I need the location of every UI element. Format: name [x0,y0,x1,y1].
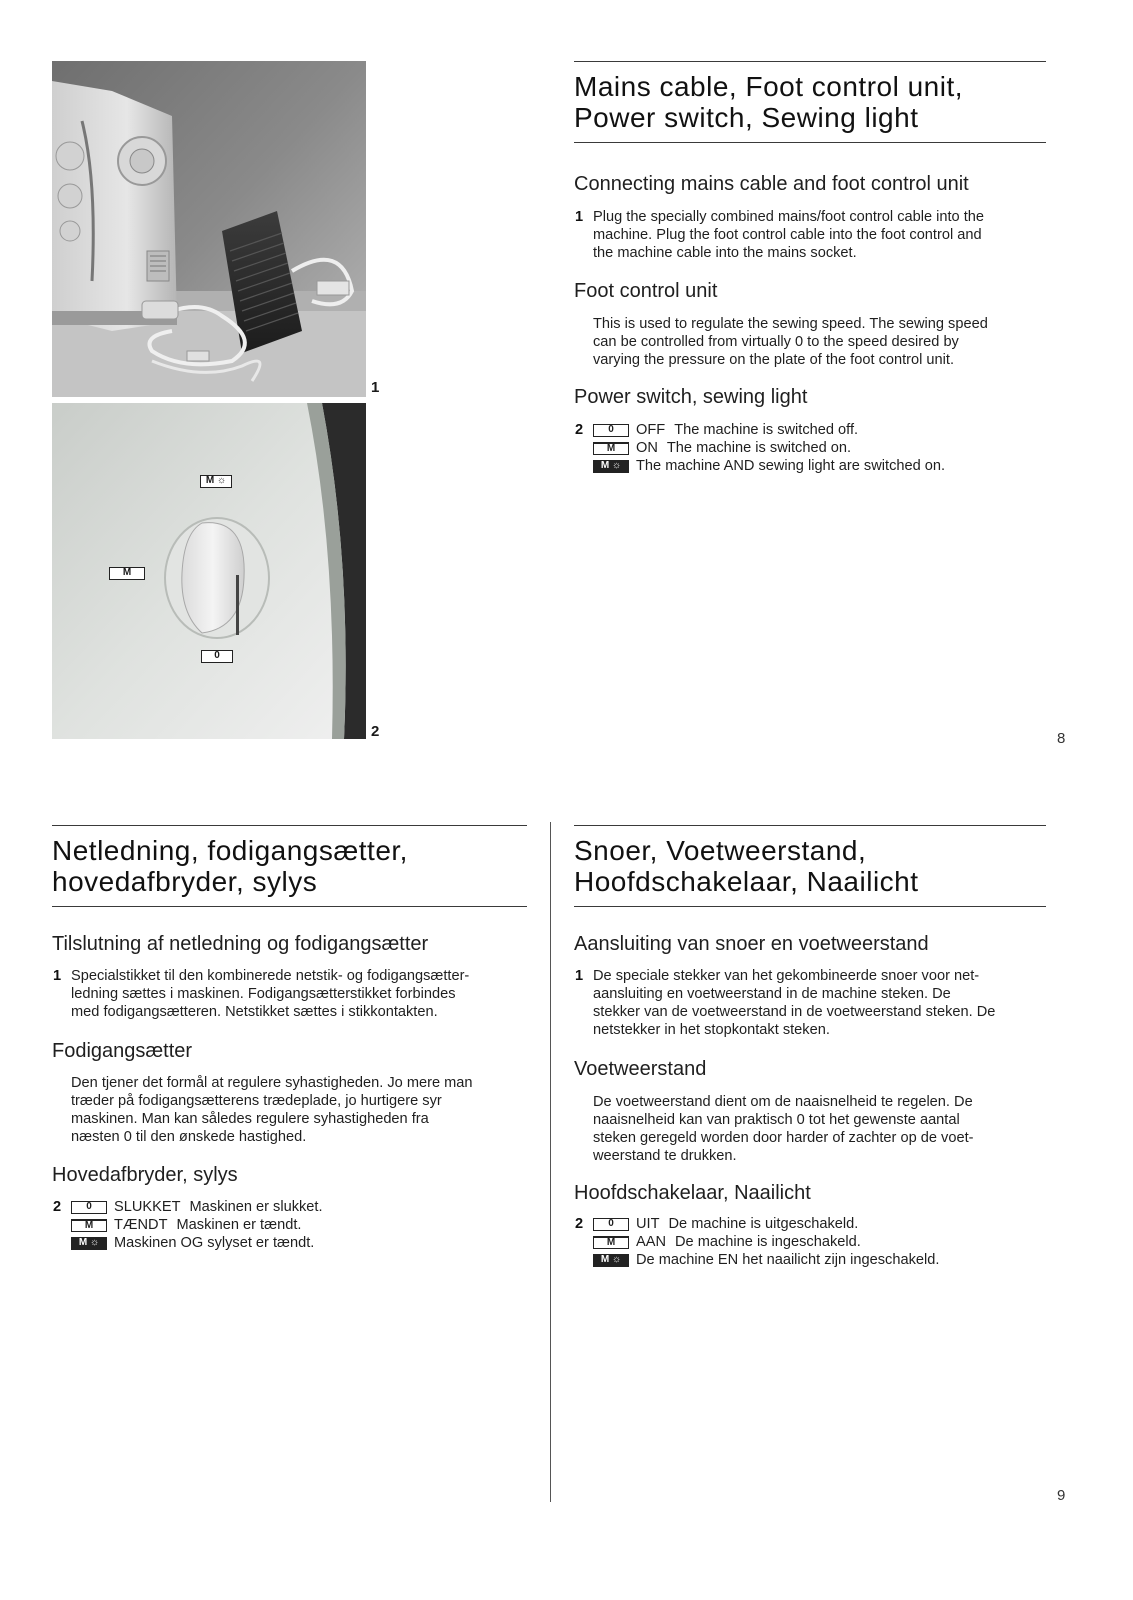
figure-1-label: 1 [371,379,380,396]
photo-symbol-zero: 0 [201,650,233,663]
danish-sec3-num: 2 [53,1199,62,1215]
danish-sec1-line3: med fodigangsætteren. Netstikket sættes i stikkontakten. [71,1004,438,1020]
danish-sec1-heading: Tilslutning af netledning og fodigangsætter [52,933,429,955]
dutch-switch-row-on [593,1233,861,1251]
switch-label-off: UIT [636,1216,660,1232]
rule-english-bottom [574,142,1046,143]
switch-label-on: ON [636,440,658,456]
english-switch-row-off [593,421,858,439]
figure-2-label: 2 [371,723,380,740]
switch-symbol-zero: 0 [593,424,629,437]
switch-text-light: Maskinen OG sylyset er tændt. [114,1235,315,1251]
dutch-sec1-line2: aansluiting en voetweerstand in de machine steken. De [593,986,951,1002]
switch-text-off: The machine is switched off. [674,422,859,438]
danish-sec1-line1: Specialstikket til den kombinerede netstik- og fodigangsætter- [71,968,470,984]
danish-sec2-line3: maskinen. Man kan således regulere syhastigheden fra [71,1111,429,1127]
danish-title-line2: hovedafbryder, sylys [52,866,318,897]
switch-symbol-zero: 0 [71,1201,107,1214]
page-number-top: 8 [1057,730,1066,747]
switch-text-off: De machine is uitgeschakeld. [668,1216,859,1232]
dutch-title-line1: Snoer, Voetweerstand, [574,835,867,866]
english-switch-row-on [593,439,851,457]
english-sec1-num: 1 [575,209,584,225]
english-sec2-heading: Foot control unit [574,280,718,302]
switch-label-off: SLUKKET [114,1199,181,1215]
english-sec2-line1: This is used to regulate the sewing speed. The sewing speed [593,316,988,332]
dutch-switch-row-light [593,1251,939,1269]
danish-sec2-line4: næsten 0 til den ønskede hastighed. [71,1129,307,1145]
switch-symbol-m: M [71,1219,107,1232]
rule-dutch-bottom [574,906,1046,907]
english-title-line2: Power switch, Sewing light [574,102,919,133]
switch-symbol-m: M [593,1236,629,1249]
switch-symbol-m-light: M ☼ [593,460,629,473]
dutch-sec2-heading: Voetweerstand [574,1058,707,1080]
dutch-sec1-num: 1 [575,968,584,984]
danish-switch-row-light [71,1234,314,1252]
switch-text-on: De machine is ingeschakeld. [675,1234,861,1250]
photo-sewing-machine-foot-control [52,61,366,397]
switch-text-off: Maskinen er slukket. [189,1199,323,1215]
switch-label-off: OFF [636,422,666,438]
danish-sec3-heading: Hovedafbryder, sylys [52,1164,238,1186]
danish-sec2-heading: Fodigangsætter [52,1040,193,1062]
english-sec3-num: 2 [575,422,584,438]
dutch-sec2-line2: naaisnelheid kan van praktisch 0 tot het gewenste aantal [593,1112,960,1128]
dutch-sec1-line1: De speciale stekker van het gekombineerde snoer voor net- [593,968,980,984]
english-sec1-line1: Plug the specially combined mains/foot control cable into the [593,209,985,225]
rule-danish-top [52,825,527,826]
english-sec2-line3: varying the pressure on the plate of the foot control unit. [593,352,955,368]
photo-symbol-m-light: M ☼ [200,475,232,488]
dutch-sec3-num: 2 [575,1216,584,1232]
switch-text-on: The machine is switched on. [666,440,852,456]
dutch-sec2-line1: De voetweerstand dient om de naaisnelheid te regelen. De [593,1094,973,1110]
switch-symbol-m: M [593,442,629,455]
dutch-title-line2: Hoofdschakelaar, Naailicht [574,866,919,897]
dutch-sec1-line4: netstekker in het stopkontakt steken. [593,1022,830,1038]
dutch-sec1-heading: Aansluiting van snoer en voetweerstand [574,933,929,955]
switch-text-light: The machine AND sewing light are switched on. [636,458,946,474]
column-divider [550,822,551,1502]
english-sec1-line3: the machine cable into the mains socket. [593,245,857,261]
page-number-bottom: 9 [1057,1487,1066,1504]
english-title-line1: Mains cable, Foot control unit, [574,71,964,102]
danish-title-line1: Netledning, fodigangsætter, [52,835,408,866]
english-sec1-heading: Connecting mains cable and foot control unit [574,173,969,195]
switch-label-on: AAN [636,1234,667,1250]
switch-symbol-m-light: M ☼ [71,1237,107,1250]
danish-sec2-line1: Den tjener det formål at regulere syhastigheden. Jo mere man [71,1075,473,1091]
switch-text-light: De machine EN het naailicht zijn ingeschakeld. [636,1252,940,1268]
danish-switch-row-on [71,1216,301,1234]
rule-dutch-top [574,825,1046,826]
english-sec3-heading: Power switch, sewing light [574,386,808,408]
english-sec2-line2: can be controlled from virtually 0 to the speed desired by [593,334,959,350]
switch-text-on: Maskinen er tændt. [176,1217,302,1233]
dutch-sec2-line4: weerstand te drukken. [593,1148,737,1164]
danish-sec1-line2: ledning sættes i maskinen. Fodigangsætterstikket forbindes [71,986,456,1002]
switch-symbol-zero: 0 [593,1218,629,1231]
switch-symbol-m-light: M ☼ [593,1254,629,1267]
dutch-sec1-line3: stekker van de voetweerstand in de voetweerstand steken. De [593,1004,996,1020]
danish-switch-row-off [71,1198,323,1216]
danish-sec2-line2: træder på fodigangsætterens trædeplade, jo hurtigere syr [71,1093,442,1109]
switch-label-on: TÆNDT [114,1217,168,1233]
dutch-sec3-heading: Hoofdschakelaar, Naailicht [574,1182,811,1204]
dutch-sec2-line3: steken geregeld worden door harder of zachter op de voet- [593,1130,974,1146]
english-switch-row-light [593,457,945,475]
photo-symbol-m: M [109,567,145,580]
english-sec1-line2: machine. Plug the foot control cable into the foot control and [593,227,982,243]
photo-power-switch [52,403,366,739]
rule-english-top [574,61,1046,62]
rule-danish-bottom [52,906,527,907]
dutch-switch-row-off [593,1215,858,1233]
danish-sec1-num: 1 [53,968,62,984]
